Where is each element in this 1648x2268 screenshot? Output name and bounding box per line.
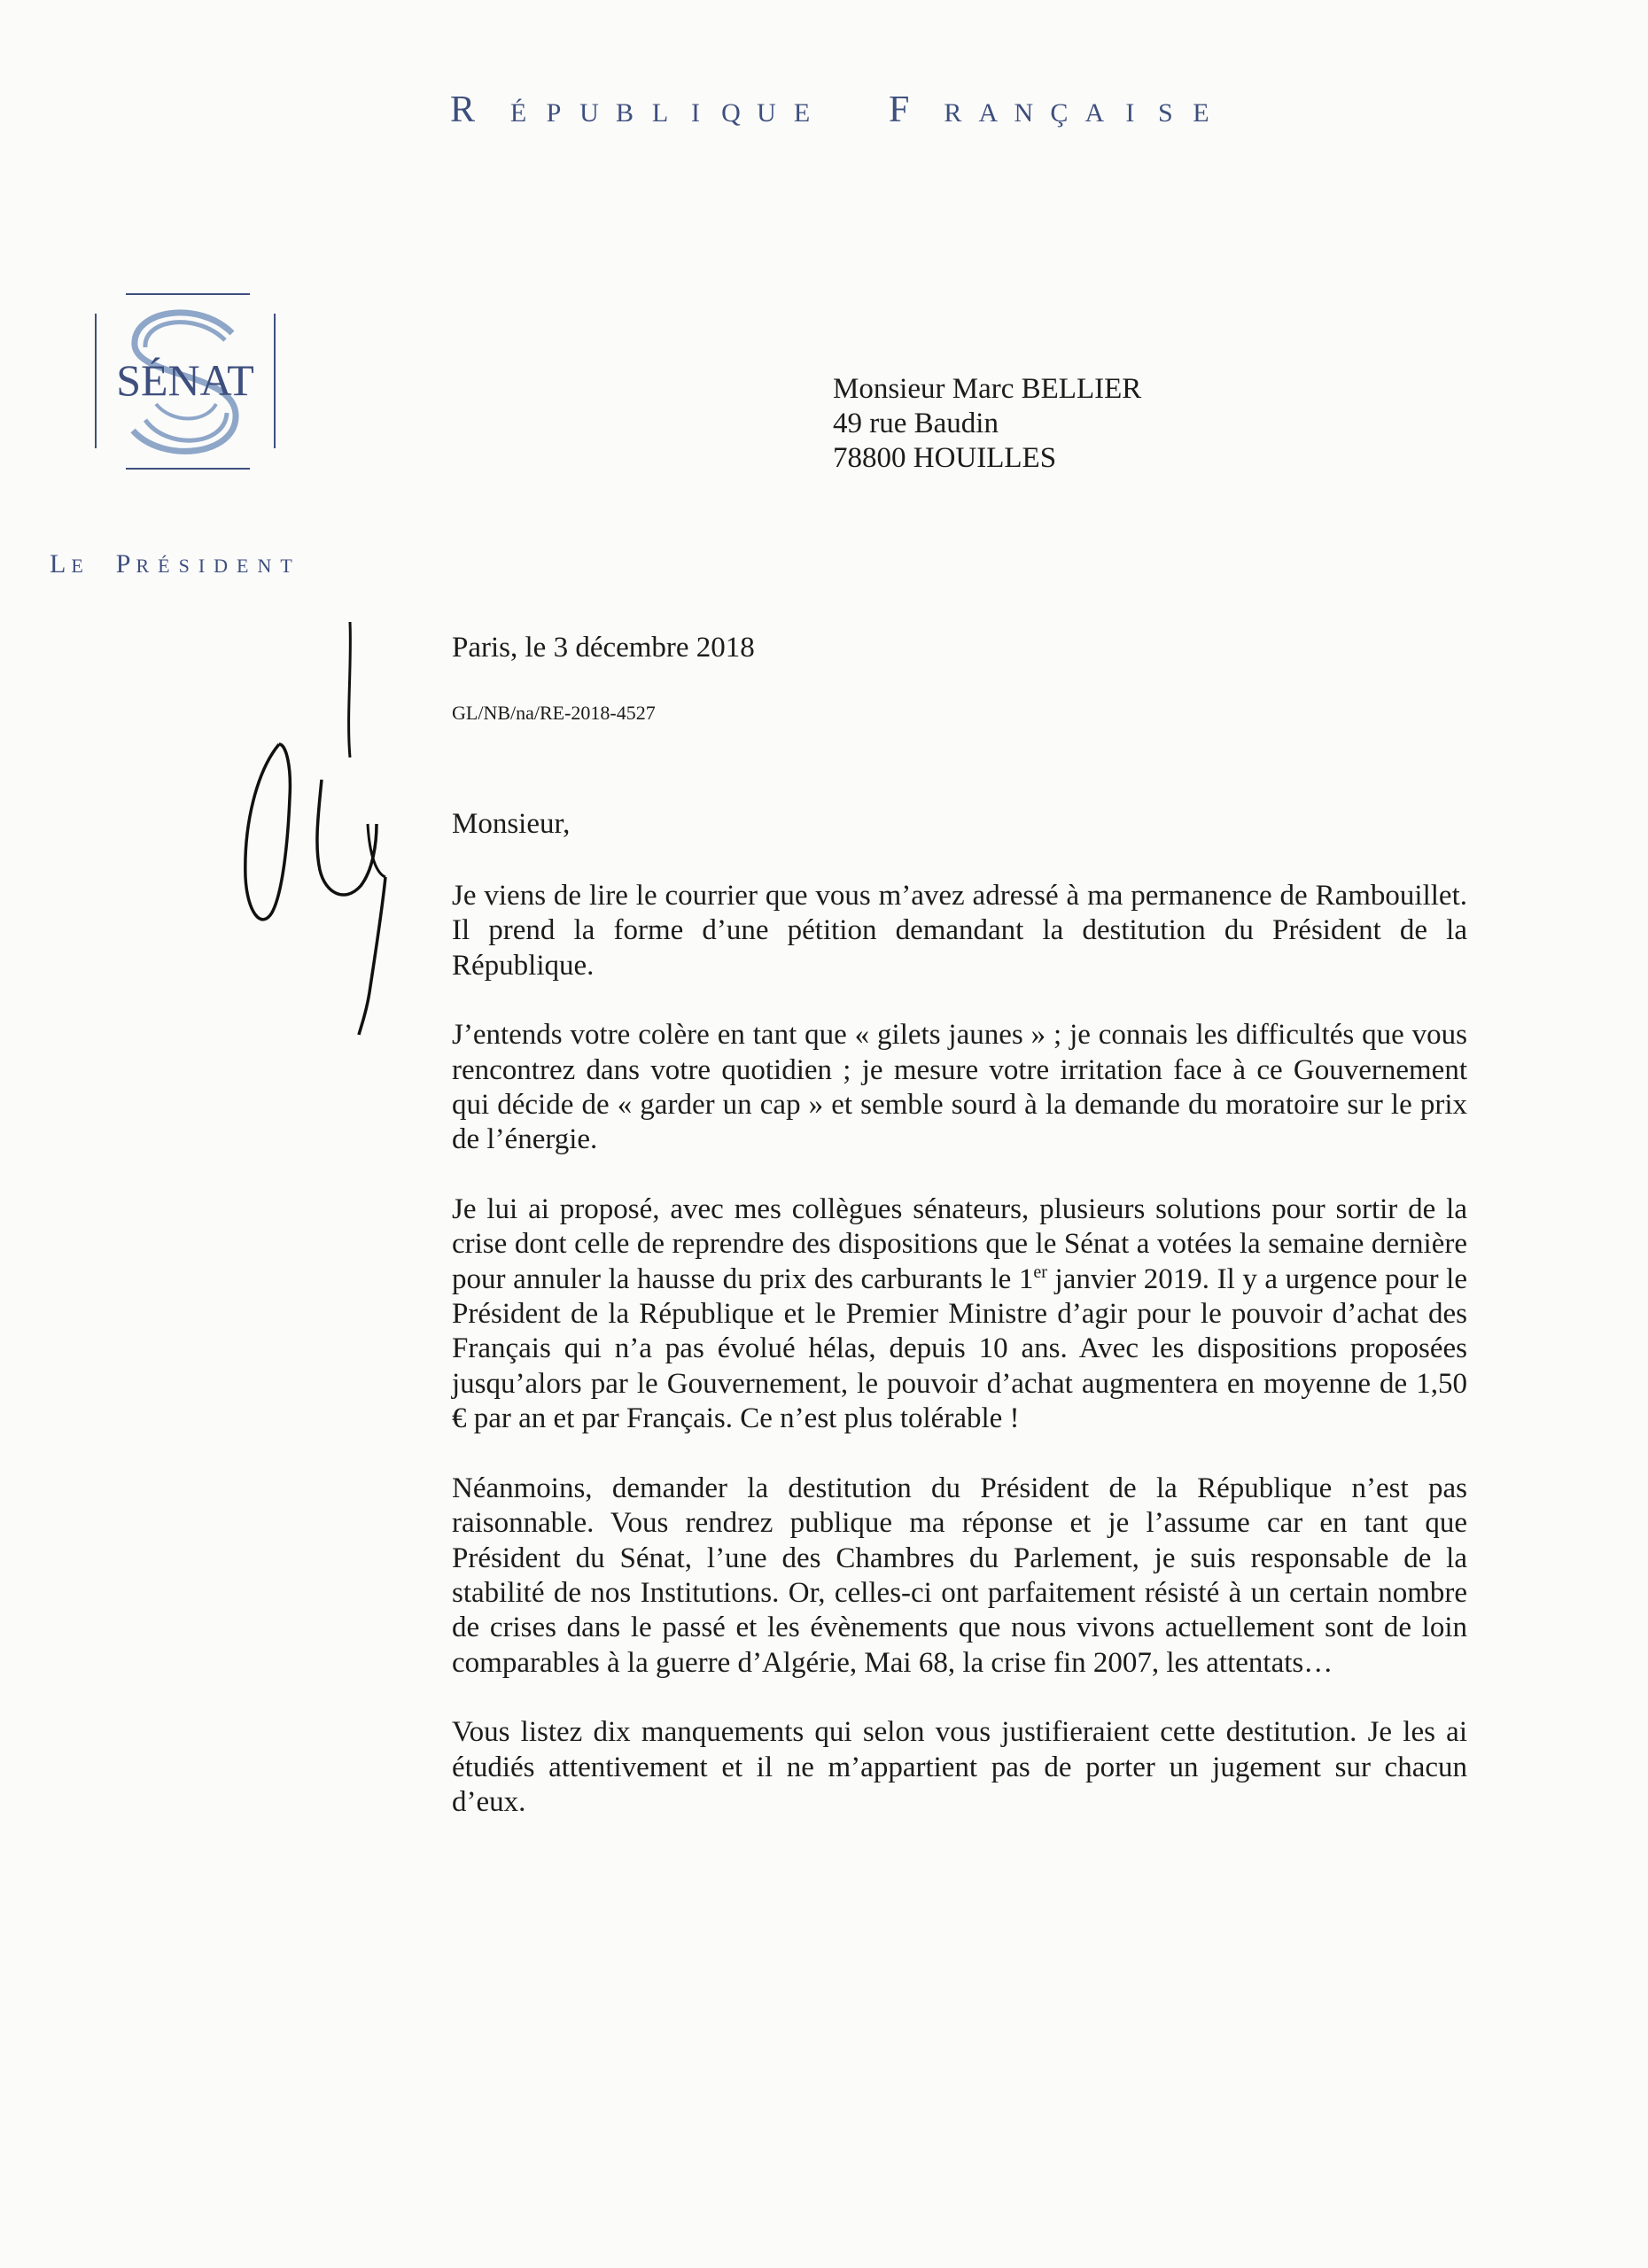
paragraph-3: Je lui ai proposé, avec mes collègues sénateurs, plusieurs solutions pour sortir de la crise dont celle de reprendre des dispositions que le Sénat a votées la semaine dernière pour annuler la hausse du prix des carburants le 1er janvier 2019. Il y a urgence pour le Président de la République et le Premier Ministre d’agir pour le pouvoir d’achat des Français qui n’a pas évolué hélas, depuis 10 ans. Avec les dispositions proposées jusqu’alors par le Gouvernement, le pouvoir d’achat augmentera en moyenne de 1,50 € par an et par Français. Ce n’est plus tolérable !	[452, 1192, 1467, 1435]
letter-date: Paris, le 3 décembre 2018	[452, 632, 755, 664]
letter-body	[452, 879, 1467, 1854]
paragraph-1: Je viens de lire le courrier que vous m’avez adressé à ma permanence de Rambouillet. Il prend la forme d’une pétition demandant la destitution du Président de la République.	[452, 880, 1467, 982]
paragraph-5: Vous listez dix manquements qui selon vous justifieraient cette destitution. Je les ai étudiés attentivement et il ne m’appartient pas de porter un jugement sur chacun d’eux.	[452, 1716, 1467, 1818]
paper-show-through	[408, 540, 1515, 859]
republique-francaise-header	[450, 89, 1287, 131]
recipient-street: 49 rue Baudin	[833, 408, 999, 439]
recipient-city: 78800 HOUILLES	[833, 442, 1057, 474]
senat-logo-text: SÉNAT	[116, 355, 254, 405]
letter-reference: GL/NB/na/RE-2018-4527	[452, 702, 656, 724]
senat-logo	[92, 291, 278, 472]
paragraph-2: J’entends votre colère en tant que « gilets jaunes » ; je connais les difficultés que vous rencontrez dans votre quotidien ; je mesure votre irritation face à ce Gouvernement qui décide de « garder un cap » et semble sourd à la demande du moratoire sur le prix de l’énergie.	[452, 1019, 1467, 1156]
recipient-name: Monsieur Marc BELLIER	[833, 373, 1142, 405]
le-president-label: LE PRÉSIDENT	[50, 549, 301, 579]
letter-salutation: Monsieur,	[452, 808, 571, 840]
recipient-address	[833, 372, 1141, 476]
header-word-republique: R É P U B L I Q U E	[450, 89, 811, 130]
paragraph-4: Néanmoins, demander la destitution du Président de la République n’est pas raisonnable. Vous rendrez publique ma réponse et je l’assume car en tant que Président du Sénat, l’une des Chambres du Parlement, je suis responsable de la stabilité de nos Institutions. Or, celles-ci ont parfaitement résisté à un certain nombre de crises dans le passé et les évènements que nous vivons actuellement sont de loin comparables à la guerre d’Algérie, Mai 68, la crise fin 2007, les attentats…	[452, 1472, 1467, 1679]
handwritten-signature	[226, 611, 439, 1045]
header-word-francaise: F R A N Ç A I S E	[889, 89, 1209, 130]
